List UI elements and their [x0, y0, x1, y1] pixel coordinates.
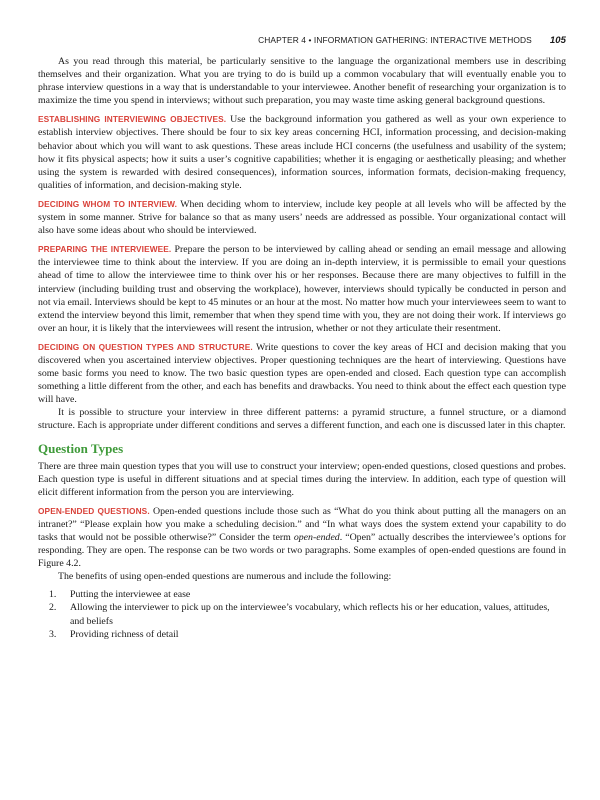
intro-paragraph: As you read through this material, be particularly sensitive to the language the organizational members use in describing themselves and their organization. What you are trying to do is build up a common vocabulary that will eventually enable you to phrase interview questions in a way that is understandable to your interviewee. Another benefit of researching your organization is to maximize the time you spend in interviews; without such preparation, you may waste time asking general background questions. — [38, 56, 566, 107]
list-item — [38, 628, 566, 641]
open-ended-term: open-ended — [293, 532, 340, 543]
list-item — [38, 588, 566, 601]
deciding-whom-paragraph — [38, 198, 566, 237]
textbook-page — [38, 0, 566, 800]
preparing-interviewee-paragraph — [38, 243, 566, 335]
establishing-objectives-paragraph — [38, 113, 566, 192]
establishing-objectives-heading: ESTABLISHING INTERVIEWING OBJECTIVES. — [38, 114, 227, 125]
question-types-structure-paragraph — [38, 341, 566, 406]
question-types-paragraph: There are three main question types that you will use to construct your interview; open-ended questions, closed questions and probes. Each question type is useful in different situations and at special times during the interview. In addition, each type of question will elicit different information from the person you are interviewing. — [38, 460, 566, 498]
deciding-whom-heading: DECIDING WHOM TO INTERVIEW. — [38, 198, 178, 209]
list-item — [38, 601, 566, 627]
interview-structure-paragraph: It is possible to structure your interview in three different patterns: a pyramid structure, a funnel structure, or a diamond structure. Each is appropriate under different conditions and serves a different function, and each one is discussed later in this chapter. — [38, 407, 566, 432]
preparing-interviewee-text: Prepare the person to be interviewed by calling ahead or sending an email message and allowing the interviewee time to think about the interview. If you are doing an in-depth interview, it is permissible to email your questions ahead of time to allow the interviewee time to think over his or her responses. Because there are many objectives to fulfill in the interview (including building trust and observing the workplace), however, interviews should typically be conducted in person and not via email. Interviews should be kept to 45 minutes or an hour at the most. No matter how much your interviewees seem to want to extend the interview beyond this limit, remember that when they spend time with you, they are not doing their work. If interviews go over an hour, it is likely that the interviewees will resent the intrusion, whether or not they articulate their resentment. — [38, 244, 567, 334]
list-item-text: Providing richness of detail — [70, 628, 179, 640]
page-number: 105 — [549, 35, 566, 46]
open-ended-text-before: Open-ended questions include those such as “What do you think about putting all the managers on an intranet?” “Please explain how you make a scheduling decision.” and “In what ways does the system extend your capability to do tasks that would not be possible otherwise?” Consider the term — [38, 505, 566, 543]
page-body — [38, 55, 566, 641]
open-ended-paragraph — [38, 505, 566, 570]
running-head — [258, 35, 566, 46]
list-item-number: 1. — [49, 589, 57, 601]
open-ended-heading: OPEN-ENDED QUESTIONS. — [38, 505, 150, 516]
list-item-text: Putting the interviewee at ease — [70, 589, 191, 601]
question-types-structure-text: Write questions to cover the key areas of HCI and decision making that you discovered when you ascertained interview objectives. Proper questioning techniques are the heart of interviewing. Questions have some basic forms you need to know. The two basic question types are open-ended and closed. Each question type can accomplish something a little different from the other, and each has benefits and drawbacks. You need to think about the effect each question type will have. — [38, 341, 567, 406]
running-title: CHAPTER 4 • INFORMATION GATHERING: INTERACTIVE METHODS — [258, 35, 532, 45]
list-item-number: 2. — [49, 602, 57, 614]
open-ended-text-after: . “Open” actually describes the interviewee’s options for responding. They are open. The response can be two words or two paragraphs. Some examples of open-ended questions are found in Figure 4.2. — [38, 532, 567, 570]
establishing-objectives-text: Use the background information you gathered as well as your own experience to establish interview objectives. There should be four to six key areas concerning HCI, information processing, and decision-making behavior about which you will want to ask questions. These areas include HCI concerns (the usefulness and usability of the system; how it fits physical aspects; how it suits a user’s cognitive capabilities; whether it is engaging or aesthetically pleasing; and whether using the system is rewarded with desired consequences), information sources, information formats, decision-making frequency, qualities of information, and decision-making style. — [38, 114, 566, 191]
list-item-number: 3. — [49, 628, 57, 640]
list-item-text: Allowing the interviewer to pick up on the interviewee’s vocabulary, which reflects his or her education, values, attitudes, and beliefs — [70, 602, 550, 627]
question-types-section-heading: Question Types — [38, 440, 124, 456]
benefits-list — [38, 588, 566, 640]
deciding-whom-text: When deciding whom to interview, include key people at all levels who will be affected by the system in some manner. Strive for balance so that as many users’ needs are addressed as possible. Your organizational contact will also have some ideas about who should be interviewed. — [38, 198, 566, 237]
benefits-intro: The benefits of using open-ended questions are numerous and include the following: — [58, 571, 392, 583]
question-types-structure-heading: DECIDING ON QUESTION TYPES AND STRUCTURE. — [38, 341, 253, 352]
preparing-interviewee-heading: PREPARING THE INTERVIEWEE. — [38, 244, 172, 255]
